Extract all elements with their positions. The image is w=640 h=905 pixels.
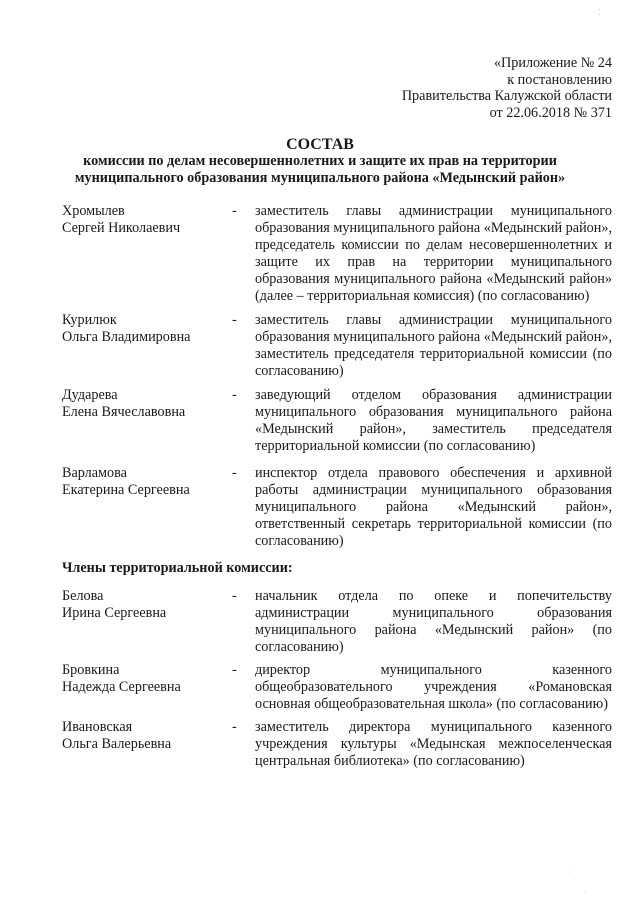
person-name bbox=[62, 719, 227, 753]
subtitle-line-1: комиссии по делам несовершеннолетних и защите их прав на территории bbox=[83, 153, 557, 169]
person-given-names: Надежда Сергеевна bbox=[62, 679, 181, 695]
appendix-to-resolution: к постановлению bbox=[507, 71, 612, 88]
person-surname: Ивановская bbox=[62, 719, 133, 735]
person-surname: Варламова bbox=[62, 465, 127, 481]
person-name bbox=[62, 387, 227, 421]
members-heading: Члены территориальной комиссии: bbox=[62, 560, 293, 576]
person-position: начальник отдела по опеке и попечительству администрации муниципального образования муниципального района «Медынский район» (по согласованию) bbox=[255, 588, 612, 655]
person-position: заместитель главы администрации муниципального образования муниципального района «Медынский район», председатель комиссии по делам несовершеннолетних и защите их прав на территории муниципального образования муниципального района «Медынский район» (далее – территориальная комиссия) (по согласованию) bbox=[255, 203, 612, 304]
person-given-names: Ирина Сергеевна bbox=[62, 605, 167, 621]
person-position: заместитель главы администрации муниципального образования муниципального района «Медынский район», заместитель председателя территориальной комиссии (по согласованию) bbox=[255, 312, 612, 379]
entry-dash: - bbox=[232, 312, 237, 328]
scan-artifact: ⁚ bbox=[598, 8, 601, 17]
entry-dash: - bbox=[232, 387, 237, 403]
person-name bbox=[62, 465, 227, 499]
appendix-number: «Приложение № 24 bbox=[493, 55, 612, 71]
appendix-date-number: от 22.06.2018 № 371 bbox=[489, 104, 612, 121]
person-position: инспектор отдела правового обеспечения и архивной работы администрации муниципального образования муниципального района «Медынский район», ответственный секретарь территориальной комиссии (по согласованию) bbox=[255, 465, 612, 549]
person-name bbox=[62, 203, 227, 237]
person-position: директор муниципального казенного общеобразовательного учреждения «Романовская основная общеобразовательная школа» (по согласованию) bbox=[255, 662, 612, 712]
person-given-names: Ольга Владимировна bbox=[62, 329, 191, 345]
person-name bbox=[62, 588, 227, 622]
person-name bbox=[62, 312, 227, 346]
person-surname: Бровкина bbox=[62, 662, 120, 678]
person-surname: Курилюк bbox=[62, 312, 117, 328]
person-given-names: Елена Вячеславовна bbox=[62, 404, 186, 420]
person-name bbox=[62, 662, 227, 696]
subtitle-line-2: муниципального образования муниципального района «Медынский район» bbox=[74, 170, 566, 186]
person-given-names: Сергей Николаевич bbox=[62, 220, 181, 236]
entry-dash: - bbox=[232, 662, 237, 678]
scan-artifact: · bbox=[568, 868, 571, 877]
person-surname: Белова bbox=[62, 588, 104, 604]
person-position: заместитель директора муниципального казенного учреждения культуры «Медынская межпоселенческая центральная библиотека» (по согласованию) bbox=[255, 719, 612, 769]
document-subtitle bbox=[40, 153, 600, 187]
person-given-names: Ольга Валерьевна bbox=[62, 736, 172, 752]
person-given-names: Екатерина Сергеевна bbox=[62, 482, 190, 498]
entry-dash: - bbox=[232, 588, 237, 604]
entry-dash: - bbox=[232, 203, 237, 219]
scan-artifact: · bbox=[584, 888, 587, 897]
entry-dash: - bbox=[232, 719, 237, 735]
person-surname: Дударева bbox=[62, 387, 118, 403]
appendix-government: Правительства Калужской области bbox=[401, 88, 612, 104]
person-position: заведующий отделом образования администрации муниципального образования муниципального района «Медынский район», заместитель председателя территориальной комиссии (по согласованию) bbox=[255, 387, 612, 454]
document-title: СОСТАВ bbox=[286, 136, 354, 153]
appendix-note bbox=[402, 55, 612, 121]
person-surname: Хромылев bbox=[62, 203, 125, 219]
entry-dash: - bbox=[232, 465, 237, 481]
